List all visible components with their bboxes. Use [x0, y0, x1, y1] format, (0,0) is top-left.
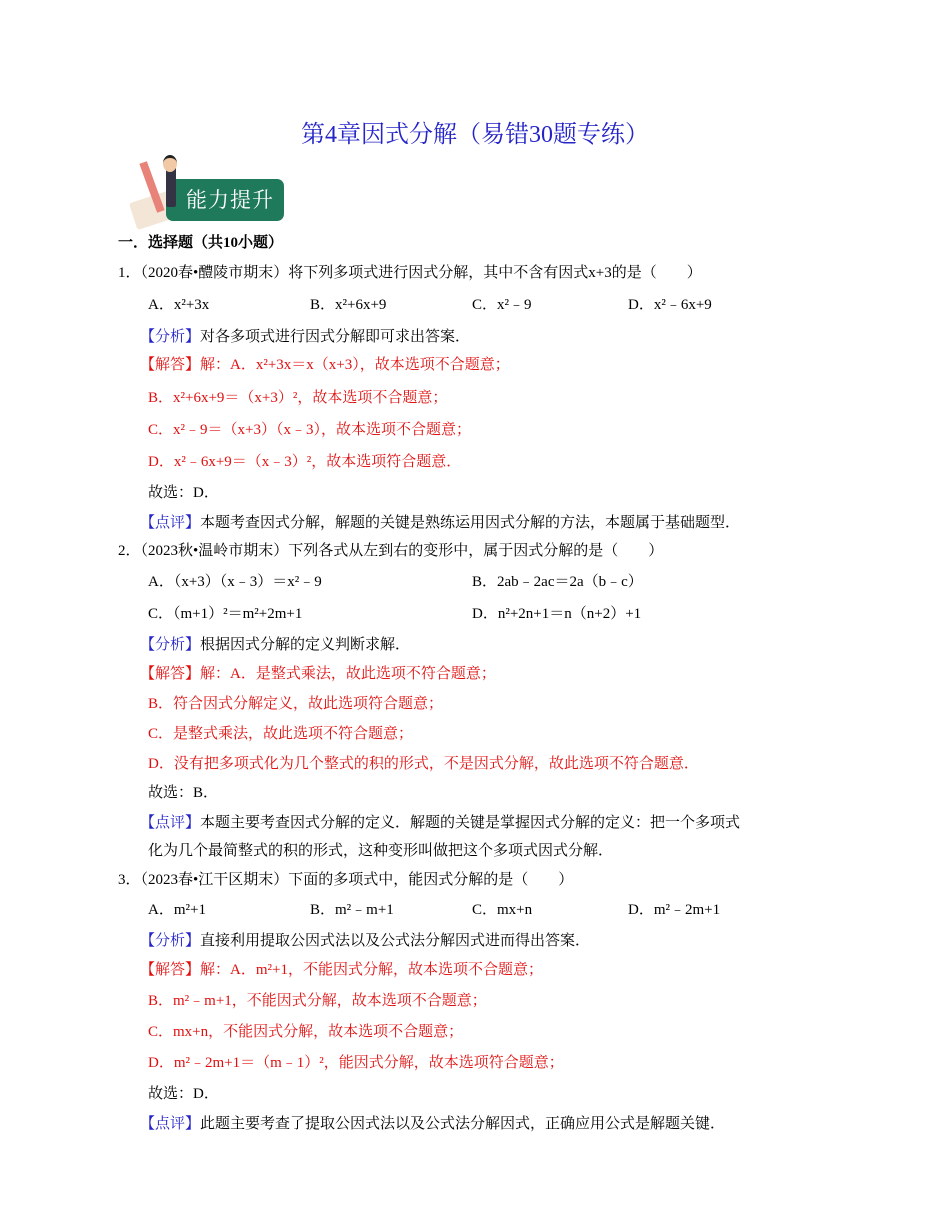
- comment-text: 化为几个最简整式的积的形式，这种变形叫做把这个多项式因式分解．: [148, 843, 614, 859]
- answer-line: B．m²﹣m+1，不能因式分解，故本选项不合题意；: [148, 993, 487, 1009]
- analysis-text: 根据因式分解的定义判断求解．: [200, 637, 411, 653]
- answer-line: 解：A．是整式乘法，故此选项不符合题意；: [200, 666, 496, 682]
- option: D．x²﹣6x+9: [628, 297, 712, 313]
- answer-line: B．x²+6x+9＝（x+3）²，故本选项不合题意；: [148, 390, 448, 406]
- option: C．x²﹣9: [472, 297, 532, 313]
- option: A．（x+3）（x﹣3）＝x²﹣9: [148, 574, 322, 590]
- analysis-text: 对各多项式进行因式分解即可求出答案．: [200, 329, 471, 345]
- comment-label: 【点评】: [140, 815, 201, 831]
- logo-badge: 能力提升: [166, 179, 284, 221]
- option: B．m²﹣m+1: [310, 902, 394, 918]
- question-stem: 1．（2020春•醴陵市期末）将下列多项式进行因式分解，其中不含有因式x+3的是（ ）: [118, 265, 702, 281]
- answer-label: 【解答】: [140, 666, 201, 682]
- option: D．n²+2n+1＝n（n+2）+1: [472, 606, 642, 622]
- choice: 故选：B．: [148, 785, 219, 801]
- answer-line: D．m²﹣2m+1＝（m﹣1）²，能因式分解，故本选项符合题意；: [148, 1055, 564, 1071]
- question-stem: 3．（2023春•江干区期末）下面的多项式中，能因式分解的是（ ）: [118, 872, 574, 888]
- comment-label: 【点评】: [140, 1116, 201, 1132]
- option: B．x²+6x+9: [310, 297, 387, 313]
- student-head-icon: [163, 155, 177, 172]
- comment-label: 【点评】: [140, 515, 201, 531]
- ability-logo: [130, 155, 290, 225]
- analysis-label: 【分析】: [140, 329, 201, 345]
- option: D．m²﹣2m+1: [628, 902, 721, 918]
- option: C．（m+1）²＝m²+2m+1: [148, 606, 303, 622]
- answer-line: 解：A．x²+3x＝x（x+3），故本选项不合题意；: [200, 357, 510, 373]
- answer-line: B．符合因式分解定义，故此选项符合题意；: [148, 696, 444, 712]
- comment-text: 本题主要考查因式分解的定义．解题的关键是掌握因式分解的定义：把一个多项式: [200, 815, 741, 831]
- option: B．2ab﹣2ac＝2a（b﹣c）: [472, 574, 643, 590]
- comment-text: 本题考查因式分解，解题的关键是熟练运用因式分解的方法，本题属于基础题型．: [200, 515, 741, 531]
- answer-line: C．mx+n，不能因式分解，故本选项不合题意；: [148, 1024, 464, 1040]
- option: C．mx+n: [472, 902, 533, 918]
- answer-line: C．x²﹣9＝（x+3）（x﹣3），故本选项不合题意；: [148, 422, 471, 438]
- answer-label: 【解答】: [140, 357, 201, 373]
- answer-line: 解：A．m²+1，不能因式分解，故本选项不合题意；: [200, 962, 543, 978]
- answer-line: D．没有把多项式化为几个整式的积的形式，不是因式分解，故此选项不符合题意．: [148, 756, 699, 772]
- choice: 故选：D．: [148, 485, 219, 501]
- comment-text: 此题主要考查了提取公因式法以及公式法分解因式，正确应用公式是解题关键．: [200, 1116, 726, 1132]
- analysis-label: 【分析】: [140, 637, 201, 653]
- section-heading: 一．选择题（共10小题）: [118, 235, 284, 251]
- page-title: 第4章因式分解（易错30题专练）: [301, 122, 649, 148]
- answer-line: D．x²﹣6x+9＝（x﹣3）²，故本选项符合题意．: [148, 454, 462, 470]
- choice: 故选：D．: [148, 1086, 219, 1102]
- answer-label: 【解答】: [140, 962, 201, 978]
- answer-line: C．是整式乘法，故此选项不符合题意；: [148, 726, 414, 742]
- analysis-text: 直接利用提取公因式法以及公式法分解因式进而得出答案．: [200, 933, 591, 949]
- analysis-label: 【分析】: [140, 933, 201, 949]
- option: A．x²+3x: [148, 297, 210, 313]
- option: A．m²+1: [148, 902, 206, 918]
- question-stem: 2．（2023秋•温岭市期末）下列各式从左到右的变形中，属于因式分解的是（ ）: [118, 543, 664, 559]
